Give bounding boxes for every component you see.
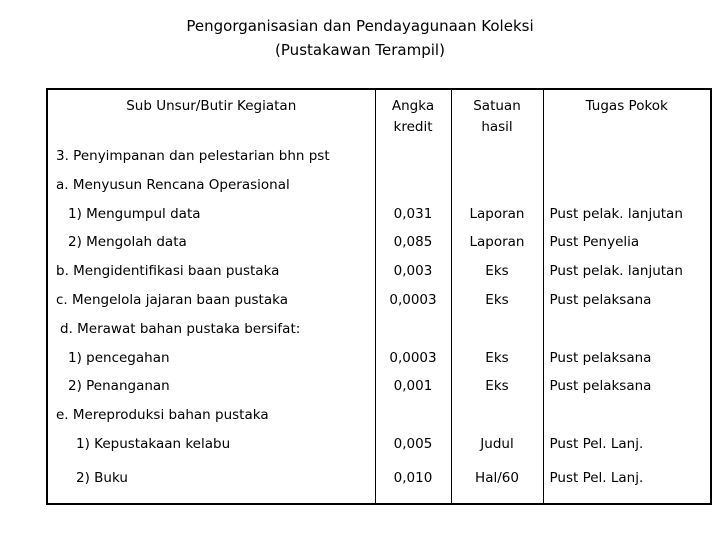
duty-cell: Pust Penyelia <box>543 228 711 257</box>
duty-cell <box>543 171 711 200</box>
table-row <box>47 344 711 373</box>
activity-cell: 3. Penyimpanan dan pelestarian bhn pst <box>47 142 375 171</box>
unit-cell <box>451 142 543 171</box>
activity-cell: 1) pencegahan <box>47 344 375 373</box>
unit-cell: Eks <box>451 257 543 286</box>
duty-cell <box>543 315 711 344</box>
credit-cell <box>375 142 451 171</box>
credit-cell: 0,003 <box>375 257 451 286</box>
page-title <box>0 14 720 62</box>
header-credit-line2: kredit <box>393 119 433 135</box>
header-unit-line1: Satuan <box>473 98 521 114</box>
credit-cell <box>375 171 451 200</box>
table-row <box>47 430 711 459</box>
duty-cell: Pust pelak. lanjutan <box>543 257 711 286</box>
table-row <box>47 315 711 344</box>
activity-cell: 2) Mengolah data <box>47 228 375 257</box>
table-row <box>47 228 711 257</box>
header-credit-line1: Angka <box>391 98 435 114</box>
credit-cell <box>375 401 451 430</box>
unit-cell: Laporan <box>451 200 543 229</box>
unit-cell <box>451 401 543 430</box>
unit-cell: Hal/60 <box>451 459 543 504</box>
unit-cell <box>451 171 543 200</box>
credit-cell: 0,031 <box>375 200 451 229</box>
activity-cell: 1) Kepustakaan kelabu <box>47 430 375 459</box>
unit-cell: Judul <box>451 430 543 459</box>
credit-cell <box>375 315 451 344</box>
duty-cell <box>543 142 711 171</box>
header-duty: Tugas Pokok <box>543 89 711 142</box>
credit-cell: 0,0003 <box>375 286 451 315</box>
unit-cell: Eks <box>451 344 543 373</box>
unit-cell: Eks <box>451 372 543 401</box>
duty-cell: Pust Pel. Lanj. <box>543 430 711 459</box>
table-row <box>47 286 711 315</box>
duty-cell <box>543 401 711 430</box>
header-unit-line2: hasil <box>481 119 513 135</box>
title-line-2: (Pustakawan Terampil) <box>275 41 445 59</box>
credit-cell: 0,0003 <box>375 344 451 373</box>
table-row <box>47 372 711 401</box>
activity-cell: 2) Buku <box>47 459 375 504</box>
duty-cell: Pust pelak. lanjutan <box>543 200 711 229</box>
header-credit <box>375 89 451 142</box>
duty-cell: Pust pelaksana <box>543 344 711 373</box>
table-row <box>47 257 711 286</box>
activity-table <box>46 88 712 505</box>
credit-cell: 0,085 <box>375 228 451 257</box>
table-row <box>47 171 711 200</box>
activity-cell: 2) Penanganan <box>47 372 375 401</box>
activity-cell: b. Mengidentifikasi baan pustaka <box>47 257 375 286</box>
table-row <box>47 142 711 171</box>
unit-cell: Eks <box>451 286 543 315</box>
duty-cell: Pust Pel. Lanj. <box>543 459 711 504</box>
header-unit <box>451 89 543 142</box>
credit-cell: 0,001 <box>375 372 451 401</box>
table-row <box>47 459 711 504</box>
table-row <box>47 401 711 430</box>
activity-cell: 1) Mengumpul data <box>47 200 375 229</box>
header-activity: Sub Unsur/Butir Kegiatan <box>47 89 375 142</box>
credit-cell: 0,010 <box>375 459 451 504</box>
duty-cell: Pust pelaksana <box>543 286 711 315</box>
unit-cell <box>451 315 543 344</box>
activity-cell: d. Merawat bahan pustaka bersifat: <box>47 315 375 344</box>
credit-cell: 0,005 <box>375 430 451 459</box>
table-row <box>47 200 711 229</box>
title-line-1: Pengorganisasian dan Pendayagunaan Koleksi <box>186 17 534 35</box>
unit-cell: Laporan <box>451 228 543 257</box>
activity-cell: a. Menyusun Rencana Operasional <box>47 171 375 200</box>
activity-cell: e. Mereproduksi bahan pustaka <box>47 401 375 430</box>
header-row <box>47 89 711 142</box>
activity-cell: c. Mengelola jajaran baan pustaka <box>47 286 375 315</box>
duty-cell: Pust pelaksana <box>543 372 711 401</box>
